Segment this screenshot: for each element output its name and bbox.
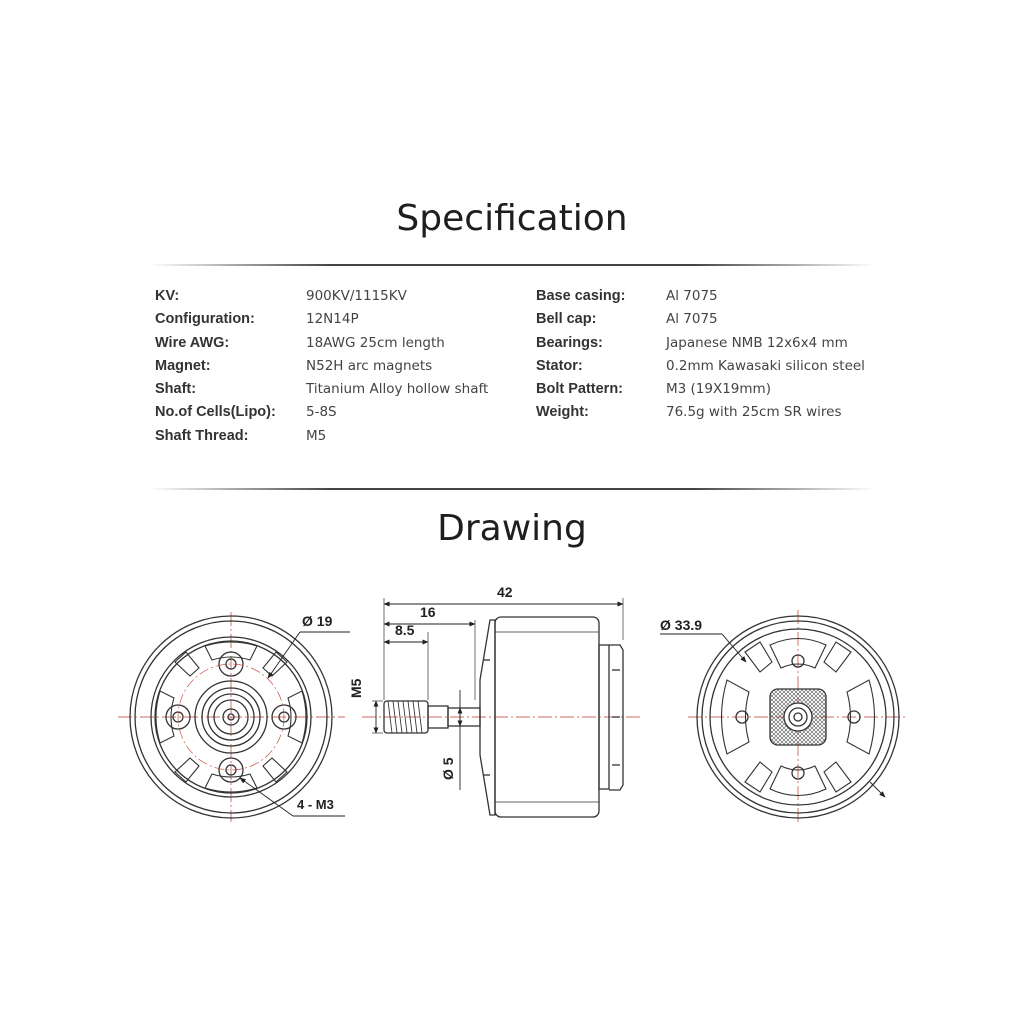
spec-value: Japanese NMB 12x6x4 mm [666, 334, 848, 351]
dim-shaft-dia: Ø 5 [440, 757, 456, 780]
spec-value: 18AWG 25cm length [306, 334, 445, 351]
spec-value: N52H arc magnets [306, 357, 433, 374]
spec-label: Magnet: [155, 357, 211, 374]
dim-mount-holes: 4 - M3 [297, 797, 334, 812]
spec-value: 900KV/1115KV [306, 288, 407, 304]
spec-label: Stator: [536, 357, 583, 374]
dim-overall-length: 42 [497, 584, 513, 600]
spec-value: M3 (19X19mm) [666, 381, 771, 398]
spec-label: Wire AWG: [155, 334, 230, 351]
spec-value: Al 7075 [666, 311, 718, 328]
bell-view [660, 610, 908, 825]
spec-label: No.of Cells(Lipo): [155, 404, 276, 421]
spec-label: Weight: [536, 404, 589, 421]
dim-shaft-length: 16 [420, 604, 436, 620]
spec-label: Bell cap: [536, 311, 597, 328]
spec-value: 5-8S [306, 404, 337, 421]
spec-label: Configuration: [155, 311, 255, 328]
spec-label: Shaft: [155, 381, 197, 398]
spec-label: KV: [155, 288, 180, 304]
spec-value: M5 [306, 427, 327, 444]
drawing-title: Drawing [437, 508, 587, 549]
spec-value: Titanium Alloy hollow shaft [306, 381, 489, 398]
specification-title: Specification [396, 198, 628, 239]
spec-label: Shaft Thread: [155, 427, 249, 444]
spec-label: Bearings: [536, 334, 603, 351]
dim-thread-length: 8.5 [395, 622, 415, 638]
spec-value: 0.2mm Kawasaki silicon steel [666, 357, 865, 374]
base-view [118, 612, 350, 822]
spec-label: Base casing: [536, 288, 626, 304]
spec-value: 12N14P [306, 311, 359, 328]
dim-thread: M5 [348, 678, 364, 698]
spec-value: Al 7075 [666, 288, 718, 304]
dim-bolt-circle: Ø 19 [302, 613, 333, 629]
dim-bell-dia: Ø 33.9 [660, 617, 703, 633]
spec-label: Bolt Pattern: [536, 381, 623, 398]
spec-value: 76.5g with 25cm SR wires [666, 404, 842, 421]
